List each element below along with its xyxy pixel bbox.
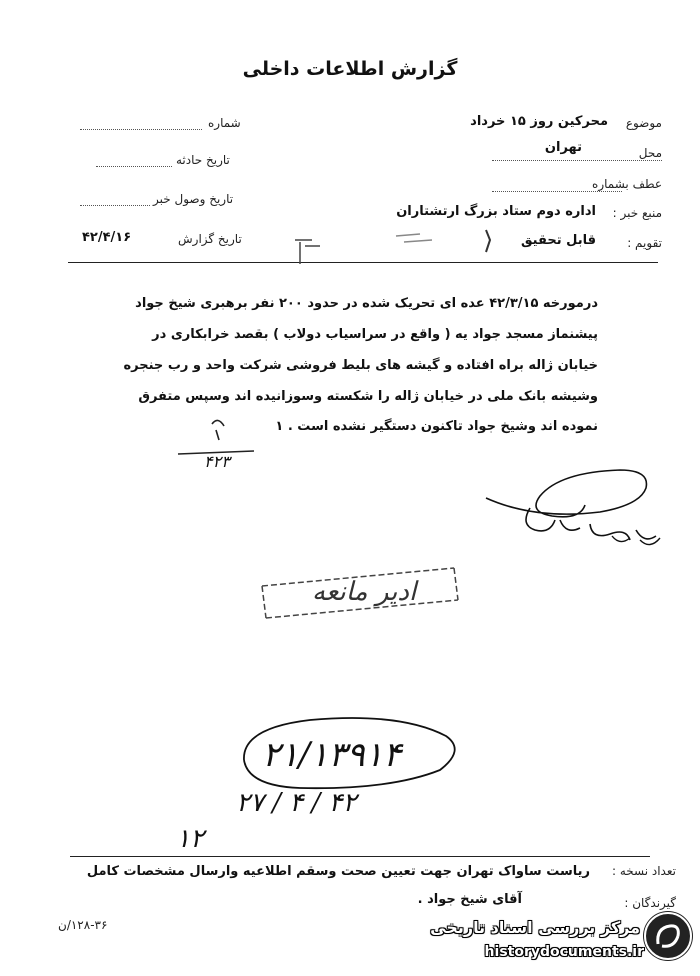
body-line: پیشنماز مسجد جواد یه ( واقع در سراسیاب دولاب ) بقصد خرابکاری در: [152, 327, 598, 342]
evaluation-value: قابل تحقیق: [520, 233, 596, 248]
recipients-label: گیرندگان :: [624, 896, 676, 910]
subject-label: موضوع: [625, 116, 662, 130]
recipients-text: آقای شیخ جواد .: [417, 892, 522, 907]
footer-rule: [70, 856, 650, 857]
report-date-label: تاریخ گزارش: [178, 232, 242, 246]
signature: [486, 470, 656, 540]
watermark-org: مرکز بررسی اسناد تاریخی: [430, 918, 640, 937]
handwritten-short-note: ۱۲: [176, 824, 204, 854]
body-line: وشیشه بانک ملی در خیابان ژاله را شکسته وسوزانیده اند وسپس متفرق: [138, 389, 598, 404]
watermark-logo: [644, 912, 692, 960]
report-date-value: ۴۲/۴/۱۶: [82, 230, 132, 245]
file-number: ۲۱/۱۳۹۱۴: [262, 735, 402, 775]
incident-date-label: تاریخ حادثه: [176, 153, 230, 167]
location-label: محل: [638, 146, 662, 160]
watermark-site: historydocuments.ir: [484, 944, 644, 960]
stamp-text: ادیر مانعه: [312, 577, 417, 607]
form-code: ۱۲۸-۳۶/ن: [58, 918, 108, 932]
body-line: درمورخه ۴۲/۳/۱۵ عده ای تحریک شده در حدود ۲۰۰ نفر برهبری شیخ جواد: [135, 296, 598, 311]
copies-text: ریاست ساواک تهران جهت تعیین صحت وسقم اطلاعیه وارسال مشخصات کامل: [86, 864, 590, 879]
number-label: شماره: [208, 116, 241, 130]
margin-note: ۴۲۳: [204, 452, 230, 471]
location-value: تهران: [544, 140, 582, 155]
copies-label: تعداد نسخه :: [611, 864, 676, 878]
document-title: گزارش اطلاعات داخلی: [242, 58, 458, 80]
received-date-label: تاریخ وصول خبر: [153, 192, 234, 206]
body-line: نموده اند وشیخ جواد تاکنون دستگیر نشده است . ۱: [275, 419, 598, 434]
source-value: اداره دوم ستاد بزرگ ارتشتاران: [396, 204, 596, 219]
body-line: خیابان ژاله براه افتاده و گیشه های بلیط فروشی شرکت واحد و رب جنجره: [123, 358, 598, 373]
reference-label: عطف بشماره: [592, 177, 662, 191]
evaluation-label: تقویم :: [627, 236, 662, 250]
scroll-icon: [646, 914, 690, 958]
source-label: منبع خبر :: [612, 206, 662, 220]
handwritten-date: ۲۷ / ۴ / ۴۲: [236, 788, 357, 818]
subject-value: محرکین روز ۱۵ خرداد: [470, 114, 608, 129]
